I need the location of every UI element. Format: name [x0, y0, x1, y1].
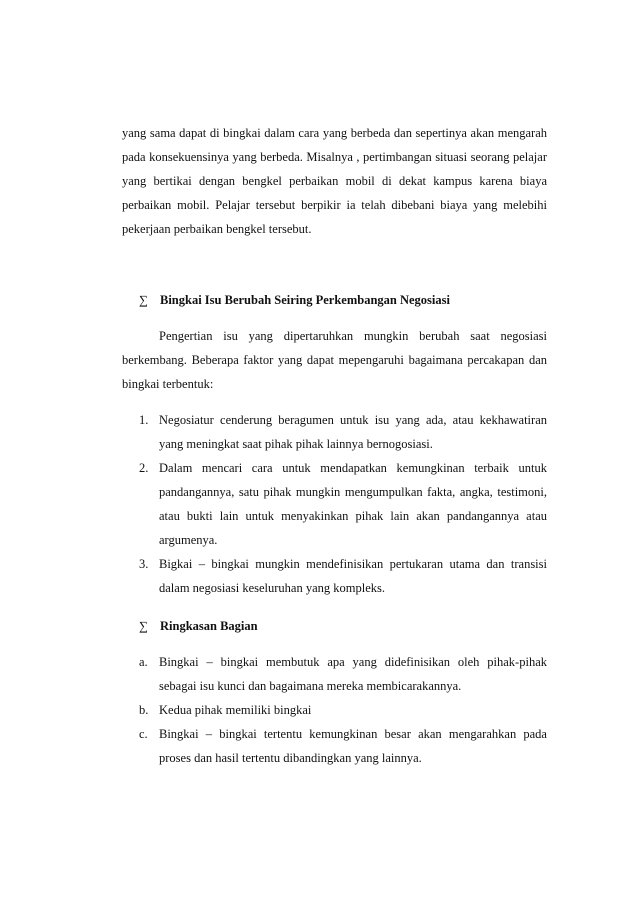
list-item-text: Dalam mencari cara untuk mendapatkan kemungkinan terbaik untuk pandangannya, satu pihak mungkin mengumpulkan fakta, angka, testimoni, atau bukti lain untuk menyakinkan pihak lain akan pandangannya atau argumenya.	[159, 461, 547, 547]
list-marker: a.	[139, 655, 148, 669]
summation-bullet-icon: ∑	[139, 619, 148, 633]
section-2-title: Ringkasan Bagian	[160, 619, 258, 633]
section-2-heading	[139, 614, 547, 638]
list-item-text: Kedua pihak memiliki bingkai	[159, 703, 312, 717]
list-item	[139, 552, 547, 600]
list-marker: c.	[139, 727, 148, 741]
section-2-list	[122, 650, 547, 770]
page-content	[122, 121, 547, 770]
section-1-intro: Pengertian isu yang dipertaruhkan mungkin berubah saat negosiasi berkembang. Beberapa faktor yang dapat mepengaruhi bagaimana percakapan dan bingkai terbentuk:	[122, 329, 547, 391]
summation-bullet-icon: ∑	[139, 293, 148, 307]
section-1-list	[122, 408, 547, 600]
section-1-heading	[139, 288, 547, 312]
list-item-text: Negosiatur cenderung beragumen untuk isu yang ada, atau kekhawatiran yang meningkat saat pihak pihak lainnya bernogosiasi.	[159, 413, 547, 451]
list-item	[139, 408, 547, 456]
list-item-text: Bingkai – bingkai tertentu kemungkinan besar akan mengarahkan pada proses dan hasil tertentu dibandingkan yang lainnya.	[159, 727, 547, 765]
section-1-title: Bingkai Isu Berubah Seiring Perkembangan Negosiasi	[160, 293, 450, 307]
list-marker: 1.	[139, 413, 149, 427]
paragraph-1: yang sama dapat di bingkai dalam cara yang berbeda dan sepertinya akan mengarah pada konsekuensinya yang berbeda. Misalnya , pertimbangan situasi seorang pelajar yang bertikai dengan bengkel perbaikan mobil di dekat kampus karena biaya perbaikan mobil. Pelajar tersebut berpikir ia telah dibebani biaya yang melebihi pekerjaan perbaikan bengkel tersebut.	[122, 126, 547, 236]
list-marker: 2.	[139, 461, 149, 475]
list-item-text: Bigkai – bingkai mungkin mendefinisikan pertukaran utama dan transisi dalam negosiasi keseluruhan yang kompleks.	[159, 557, 547, 595]
list-item	[139, 722, 547, 770]
list-marker: b.	[139, 703, 149, 717]
list-item	[139, 456, 547, 552]
list-marker: 3.	[139, 557, 149, 571]
list-item	[139, 650, 547, 698]
list-item	[139, 698, 547, 722]
list-item-text: Bingkai – bingkai membutuk apa yang didefinisikan oleh pihak-pihak sebagai isu kunci dan bagaimana mereka membicarakannya.	[159, 655, 547, 693]
